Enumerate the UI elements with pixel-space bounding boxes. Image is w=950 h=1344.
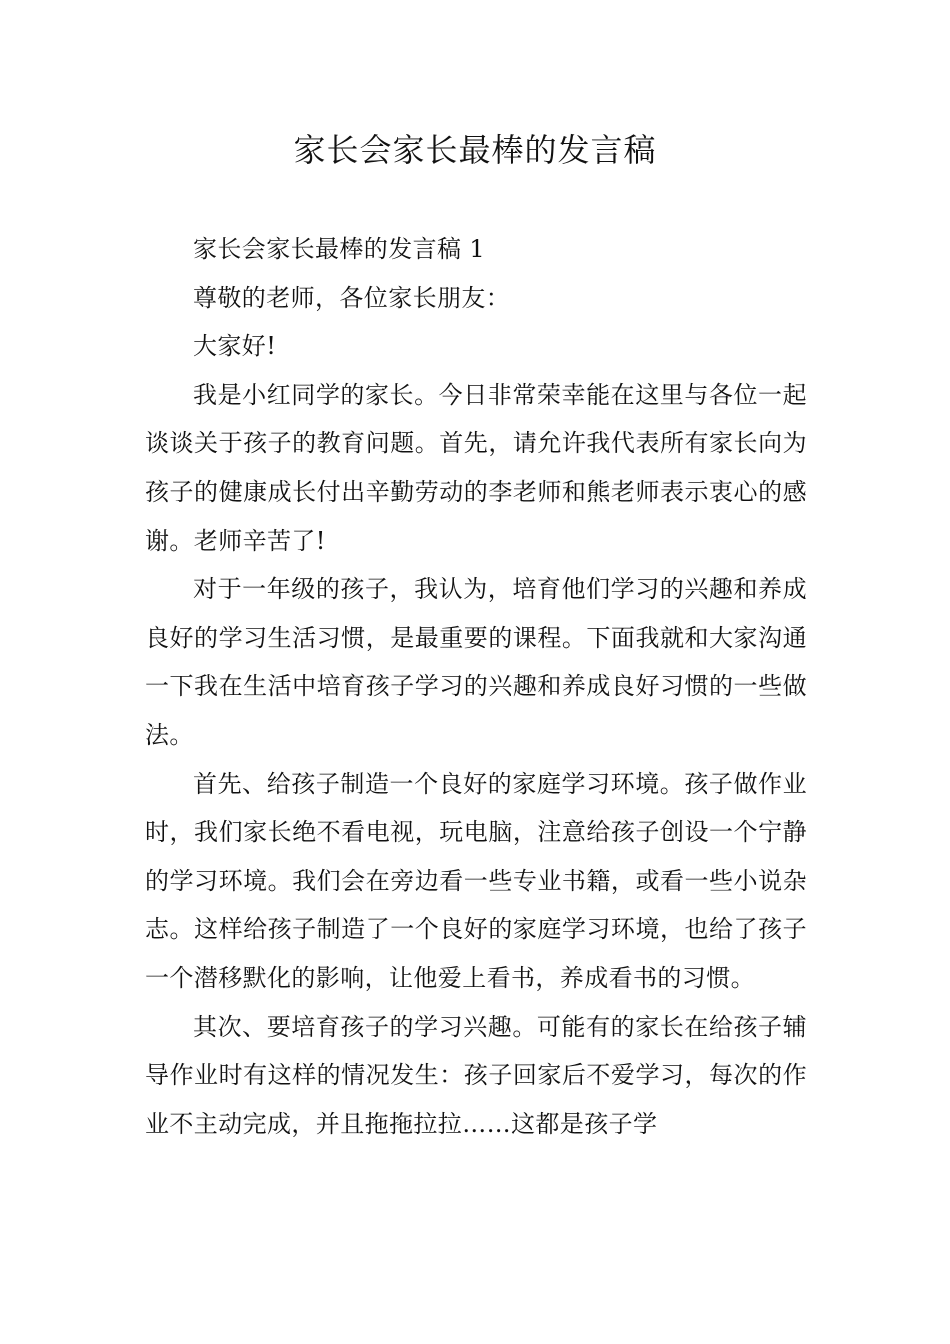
paragraph-introduction: 我是小红同学的家长。今日非常荣幸能在这里与各位一起谈谈关于孩子的教育问题。首先，请允许我代表所有家长向为孩子的健康成长付出辛勤劳动的李老师和熊老师表示衷心的感谢。老师辛苦了! <box>145 380 807 555</box>
document-body <box>145 225 807 1148</box>
paragraph-salutation: 尊敬的老师，各位家长朋友： <box>193 283 511 312</box>
paragraph-interest-habits: 对于一年级的孩子，我认为，培育他们学习的兴趣和养成良好的学习生活习惯，是最重要的课程。下面我就和大家沟通一下我在生活中培育孩子学习的兴趣和养成良好习惯的一些做法。 <box>145 575 807 749</box>
paragraph-heading: 家长会家长最棒的发言稿 1 <box>193 235 486 263</box>
paragraph-greeting: 大家好! <box>193 332 277 361</box>
paragraph-learning-interest: 其次、要培育孩子的学习兴趣。可能有的家长在给孩子辅导作业时有这样的情况发生：孩子回家后不爱学习，每次的作业不主动完成，并且拖拖拉拉……这都是孩子学 <box>145 1012 807 1138</box>
paragraph-home-environment: 首先、给孩子制造一个良好的家庭学习环境。孩子做作业时，我们家长绝不看电视，玩电脑，注意给孩子创设一个宁静的学习环境。我们会在旁边看一些专业书籍，或看一些小说杂志。这样给孩子制造了一个良好的家庭学习环境，也给了孩子一个潜移默化的影响，让他爱上看书，养成看书的习惯。 <box>145 769 807 992</box>
document-title: 家长会家长最棒的发言稿 <box>293 131 657 169</box>
